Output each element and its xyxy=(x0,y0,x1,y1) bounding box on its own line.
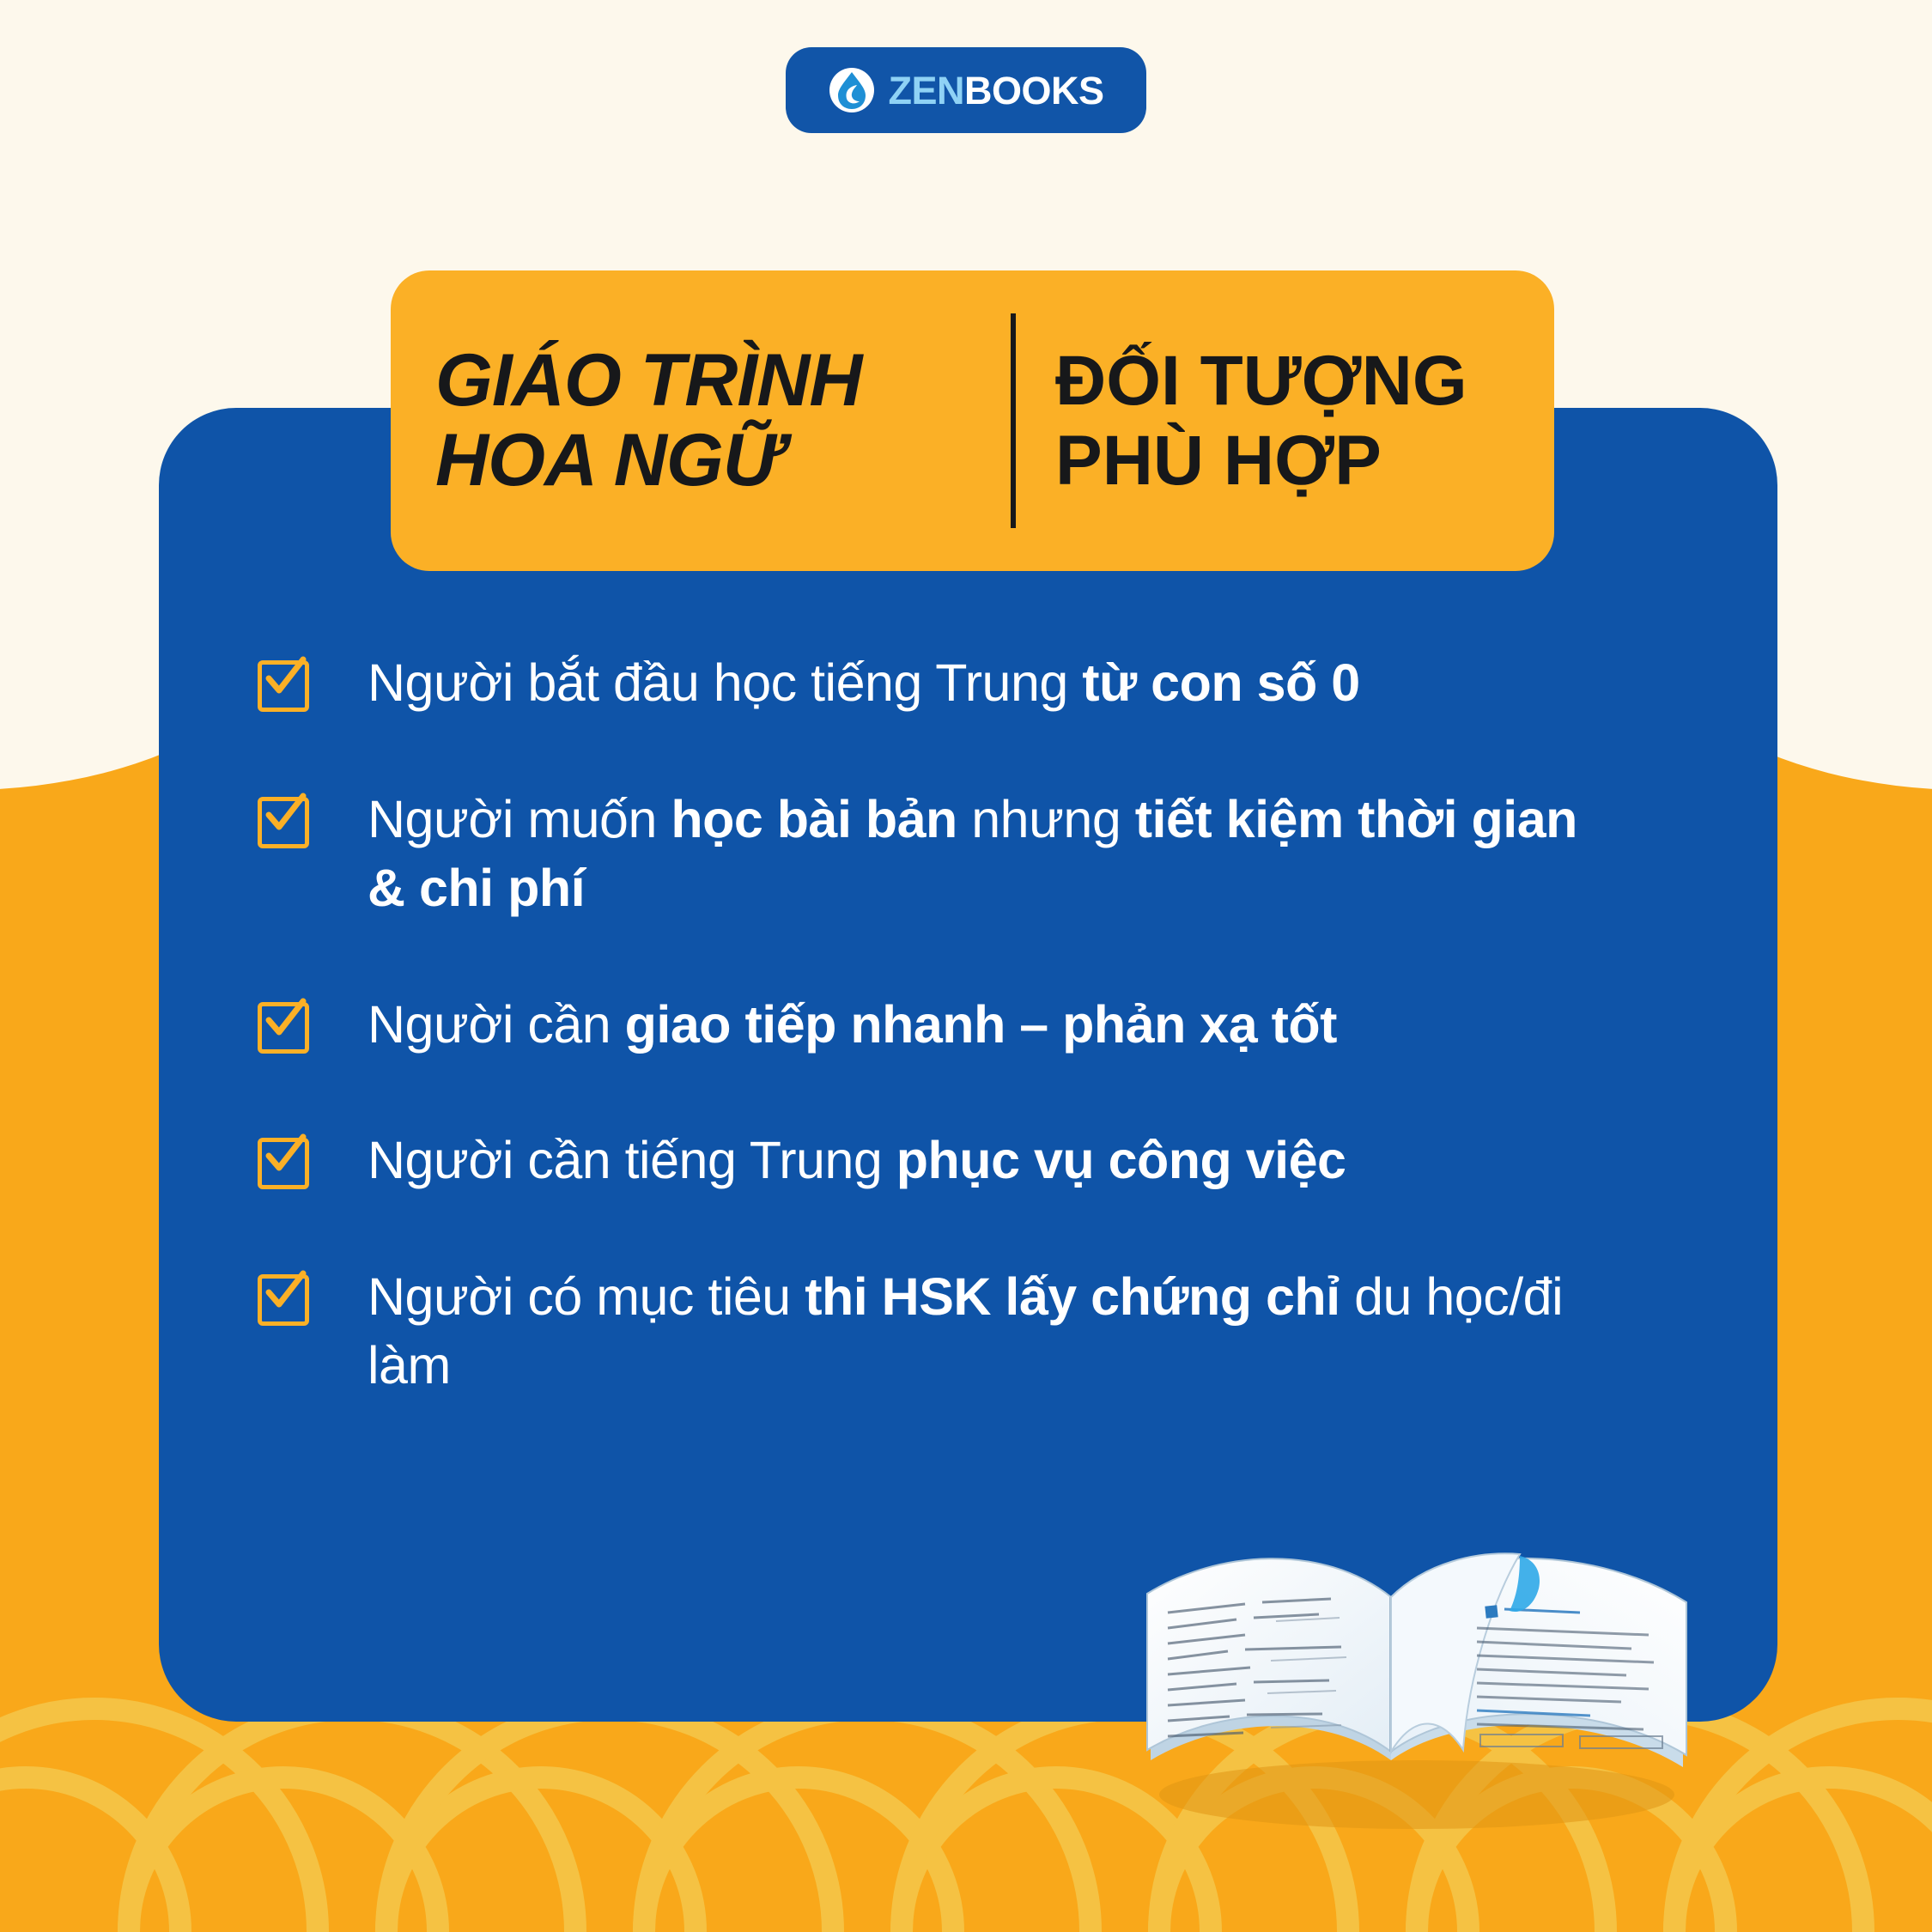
list-item-segment: thi HSK lấy chứng chỉ xyxy=(805,1267,1355,1326)
list-item-segment: Người cần tiếng Trung xyxy=(368,1131,896,1190)
list-item-segment: phục vụ công việc xyxy=(896,1131,1346,1190)
checkbox-checked-icon xyxy=(258,1002,309,1054)
list-item-segment: du học/đi làm xyxy=(368,1267,1564,1395)
list-item-segment: học bài bản xyxy=(671,789,972,848)
brand-name-books: BOOKS xyxy=(963,68,1104,112)
brand-logo xyxy=(786,47,1146,133)
list-item-segment: giao tiếp nhanh – phản xạ tốt xyxy=(624,994,1337,1054)
list-item-text xyxy=(368,1126,1346,1195)
brand-name xyxy=(888,68,1104,112)
list-item-segment: từ con số 0 xyxy=(1082,653,1360,712)
list-item xyxy=(258,990,1597,1060)
checkbox-checked-icon xyxy=(258,1138,309,1189)
list-item xyxy=(258,785,1597,923)
checkbox-checked-icon xyxy=(258,660,309,712)
list-item-text xyxy=(368,785,1597,923)
list-item xyxy=(258,648,1597,718)
banner-title xyxy=(435,341,1002,501)
list-item xyxy=(258,1262,1597,1400)
checkbox-checked-icon xyxy=(258,797,309,848)
list-item-segment: nhưng xyxy=(971,789,1135,848)
banner-subtitle xyxy=(1055,341,1467,501)
list-item-segment: Người muốn xyxy=(368,789,671,848)
banner-title-line2: HOA NGỮ xyxy=(435,419,782,501)
header-banner xyxy=(391,270,1554,571)
brand-name-zen: ZEN xyxy=(888,68,964,112)
list-item-segment: tiết kiệm thời gian & chi phí xyxy=(368,789,1577,918)
checkbox-checked-icon xyxy=(258,1274,309,1326)
list-item xyxy=(258,1126,1597,1195)
list-item-text xyxy=(368,990,1337,1060)
audience-checklist xyxy=(258,648,1597,1467)
list-item-segment: Người có mục tiêu xyxy=(368,1267,805,1326)
banner-divider xyxy=(1011,313,1016,528)
banner-subtitle-line1: ĐỐI TƯỢNG xyxy=(1055,341,1467,420)
banner-title-line1: GIÁO TRÌNH xyxy=(435,339,862,422)
list-item-segment: Người cần xyxy=(368,994,625,1054)
banner-subtitle-line2: PHÙ HỢP xyxy=(1055,422,1382,500)
list-item-text xyxy=(368,1262,1597,1400)
water-drop-icon xyxy=(828,66,876,114)
list-item-text xyxy=(368,648,1360,718)
open-textbook-image xyxy=(1116,1391,1717,1838)
list-item-segment: Người bắt đầu học tiếng Trung xyxy=(368,653,1083,712)
